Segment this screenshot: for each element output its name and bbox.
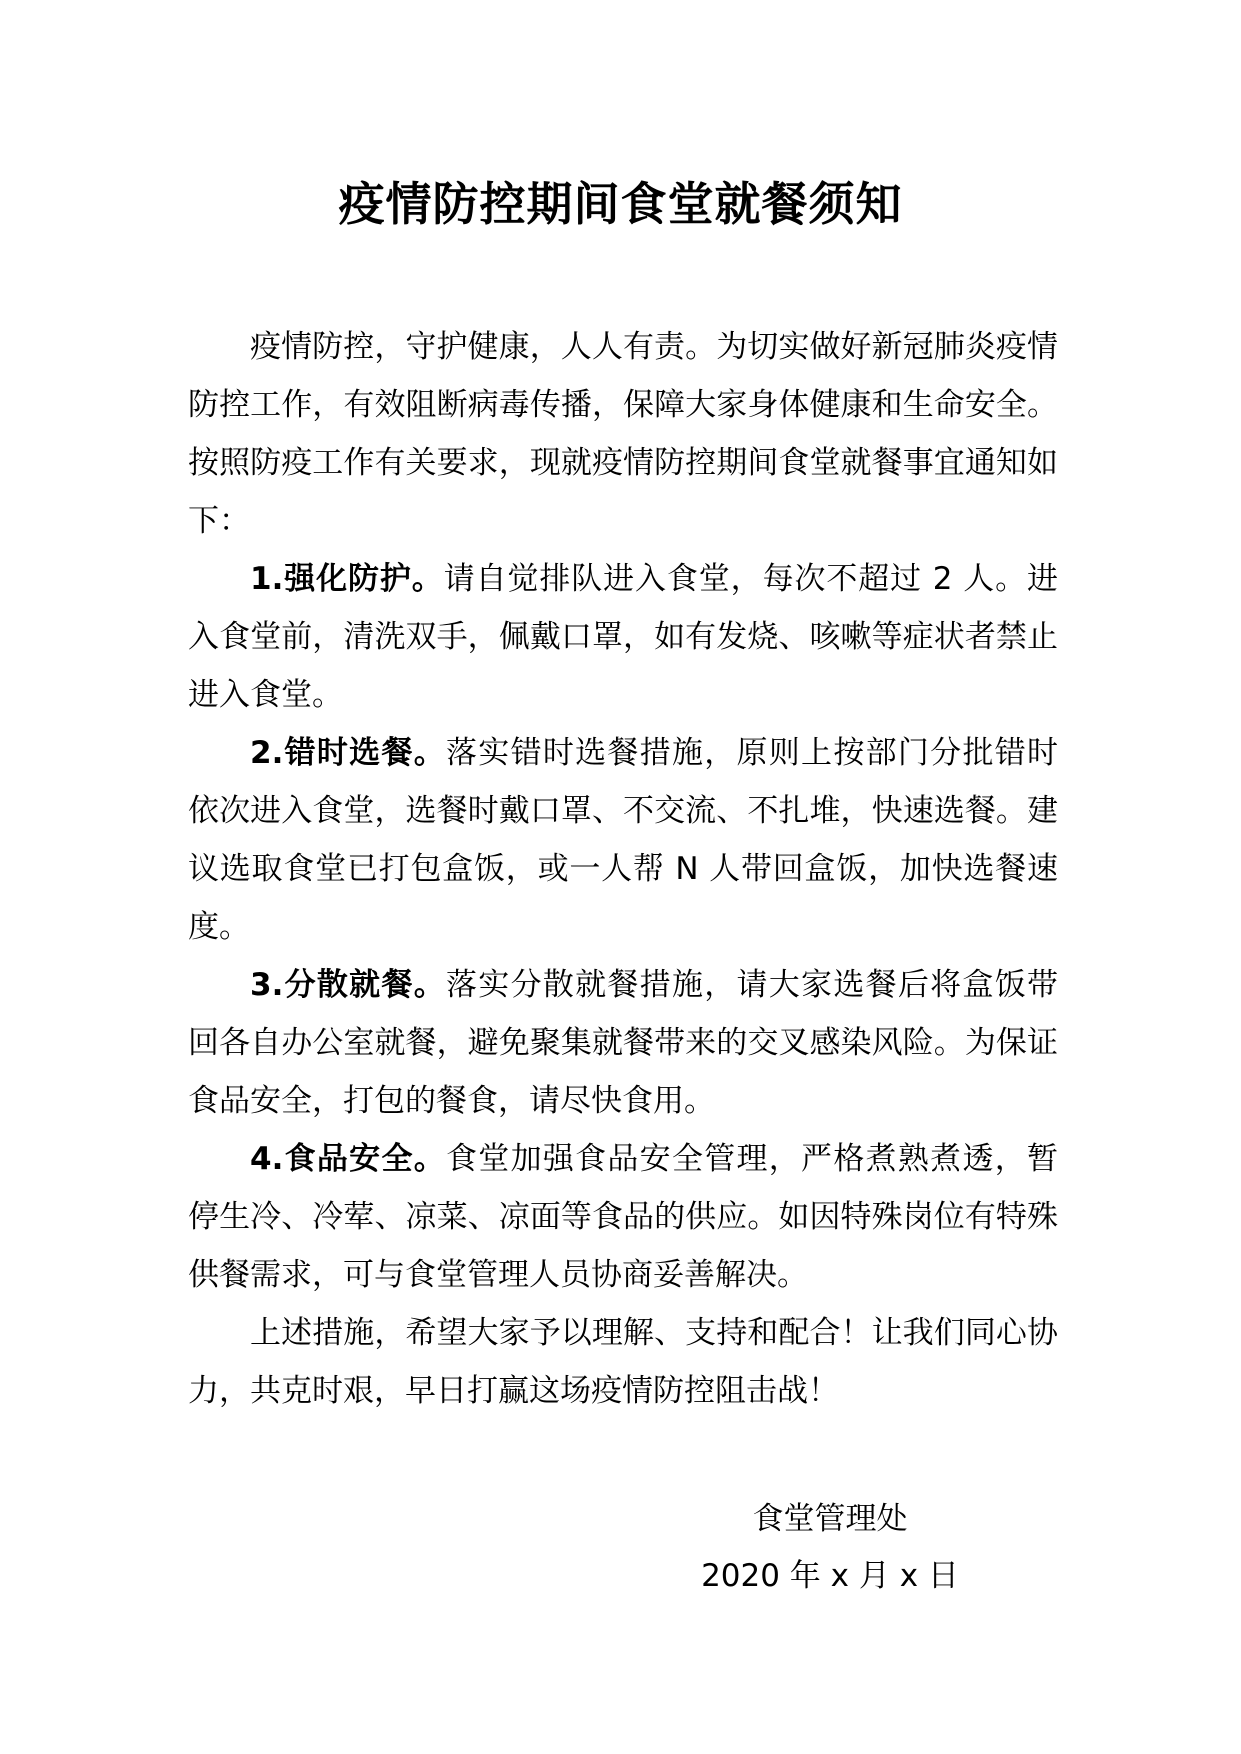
signature-organization: 食堂管理处 — [752, 1501, 908, 1537]
item-heading-2: 2.错时选餐。 — [250, 735, 447, 771]
page-title: 疫情防控期间食堂就餐须知 — [338, 177, 903, 231]
item-paragraph-1 — [188, 550, 1058, 724]
item-heading-4: 4.食品安全。 — [250, 1141, 447, 1177]
item-heading-1: 1.强化防护。 — [250, 561, 444, 597]
item-paragraph-4 — [188, 1130, 1058, 1304]
item-text-4: 食堂加强食品安全管理，严格煮熟煮透，暂停生冷、冷荤、凉菜、凉面等食品的供应。如因特殊岗位有特殊供餐需求，可与食堂管理人员协商妥善解决。 — [188, 1141, 1058, 1293]
item-text-1: 请自觉排队进入食堂，每次不超过 2 人。进入食堂前，清洗双手，佩戴口罩，如有发烧、咳嗽等症状者禁止进入食堂。 — [188, 561, 1058, 713]
item-text-2: 落实错时选餐措施，原则上按部门分批错时依次进入食堂，选餐时戴口罩、不交流、不扎堆，快速选餐。建议选取食堂已打包盒饭，或一人帮 N 人带回盒饭，加快选餐速度。 — [188, 735, 1058, 945]
intro-paragraph: 疫情防控，守护健康，人人有责。为切实做好新冠肺炎疫情防控工作，有效阻断病毒传播，保障大家身体健康和生命安全。按照防疫工作有关要求，现就疫情防控期间食堂就餐事宜通知如下： — [188, 329, 1058, 539]
item-paragraph-2 — [188, 724, 1058, 956]
closing-paragraph: 上述措施，希望大家予以理解、支持和配合！让我们同心协力，共克时艰，早日打赢这场疫情防控阻击战！ — [188, 1315, 1058, 1409]
document-body — [188, 318, 1058, 1420]
item-text-3: 落实分散就餐措施，请大家选餐后将盒饭带回各自办公室就餐，避免聚集就餐带来的交叉感染风险。为保证食品安全，打包的餐食，请尽快食用。 — [188, 967, 1058, 1119]
signature-date: 2020 年 x 月 x 日 — [701, 1558, 959, 1594]
item-paragraph-3 — [188, 956, 1058, 1130]
item-heading-3: 3.分散就餐。 — [250, 967, 447, 1003]
